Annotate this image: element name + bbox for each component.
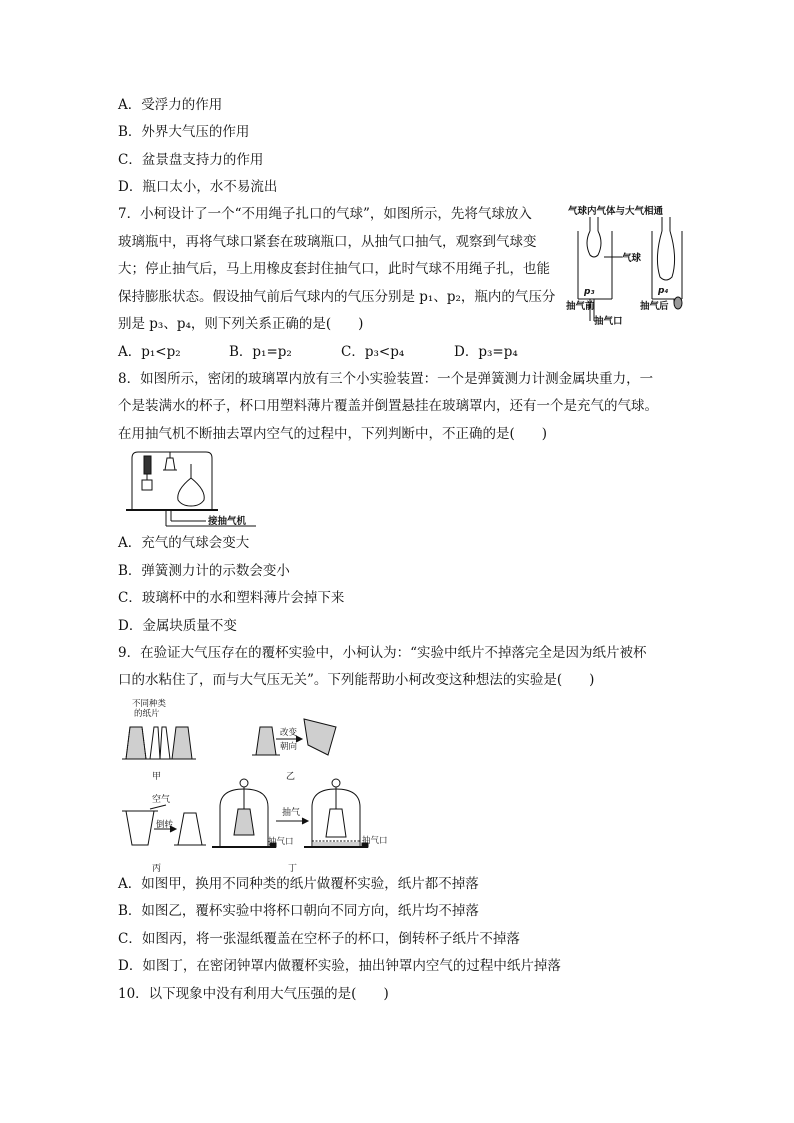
q10-stem: 10．以下现象中没有利用大气压强的是( ) (118, 986, 389, 1002)
q7-option-d: D．p₃=p₄ (454, 344, 518, 360)
q9-fig-jia-label: 甲 (152, 772, 162, 782)
q7-option-a: A．p₁<p₂ (118, 344, 181, 360)
q8-option-a: A．充气的气球会变大 (118, 535, 250, 551)
q9-fig-jia-caption-2: 的纸片 (134, 709, 160, 719)
q9-cup-experiments-figure (112, 697, 412, 873)
q9-option-a: A．如图甲，换用不同种类的纸片做覆杯实验，纸片都不掉落 (118, 876, 479, 892)
q8-stem-line-1: 8．如图所示，密闭的玻璃罩内放有三个小实验装置：一个是弹簧测力计测金属块重力，一 (118, 371, 654, 387)
q7-stem-line-2: 玻璃瓶中，再将气球口紧套在玻璃瓶口，从抽气口抽气，观察到气球变 (118, 234, 537, 250)
q7-fig-outlet: 抽气口 (594, 316, 623, 327)
q9-fig-yi-arrow-2: 朝向 (280, 742, 298, 752)
q9-fig-ding-outlet-2: 抽气口 (362, 836, 388, 846)
q7-stem-line-5: 别是 p₃、p₄，则下列关系正确的是( ) (118, 316, 364, 332)
q9-fig-yi-arrow-1: 改变 (280, 728, 298, 738)
q9-option-d: D．如图丁，在密闭钟罩内做覆杯实验，抽出钟罩内空气的过程中纸片掉落 (118, 958, 561, 974)
q9-fig-bing-arrow: 倒转 (156, 820, 174, 830)
q7-stem-line-3: 大；停止抽气后，马上用橡皮套封住抽气口，此时气球不用绳子扎，也能 (118, 261, 550, 277)
q6-option-a: A．受浮力的作用 (118, 97, 223, 113)
q7-fig-p3: p₃ (584, 287, 595, 297)
q7-balloon-bottle-figure (564, 203, 692, 328)
q8-option-d: D．金属块质量不变 (118, 618, 237, 634)
q7-fig-top-label: 气球内气体与大气相通 (568, 206, 664, 217)
q9-stem-line-2: 口的水粘住了，而与大气压无关”。下列能帮助小柯改变这种想法的实验是( ) (118, 672, 595, 688)
q9-fig-bing-air: 空气 (152, 795, 171, 805)
q7-stem-line-4: 保持膨胀状态。假设抽气前后气球内的气压分别是 p₁、p₂，瓶内的气压分 (118, 289, 556, 305)
q7-option-c: C．p₃<p₄ (341, 344, 405, 360)
q8-stem-line-3: 在用抽气机不断抽去罩内空气的过程中，下列判断中，不正确的是( ) (118, 426, 548, 442)
q9-stem-line-1: 9．在验证大气压存在的覆杯实验中，小柯认为：“实验中纸片不掉落完全是因为纸片被杯 (118, 645, 647, 661)
q6-option-d: D．瓶口太小，水不易流出 (118, 179, 278, 195)
q7-fig-balloon-label: 气球 (622, 253, 642, 264)
q9-option-c: C．如图丙，将一张湿纸覆盖在空杯子的杯口，倒转杯子纸片不掉落 (118, 931, 520, 947)
q8-fig-pump-label: 接抽气机 (208, 516, 247, 527)
q9-fig-yi-label: 乙 (286, 772, 296, 782)
q6-option-b: B．外界大气压的作用 (118, 124, 250, 140)
q9-option-b: B．如图乙，覆杯实验中将杯口朝向不同方向，纸片均不掉落 (118, 903, 479, 919)
q8-option-b: B．弹簧测力计的示数会变小 (118, 563, 290, 579)
q9-fig-bing-label: 丙 (152, 864, 162, 873)
q9-fig-ding-outlet-1: 抽气口 (268, 837, 294, 847)
q8-stem-line-2: 个是装满水的杯子，杯口用塑料薄片覆盖并倒置悬挂在玻璃罩内，还有一个是充气的气球。 (118, 398, 658, 414)
q9-fig-ding-pump: 抽气 (282, 808, 301, 818)
q9-fig-ding-label: 丁 (288, 864, 298, 873)
q7-stem-line-1: 7．小柯设计了一个“不用绳子扎口的气球”，如图所示，先将气球放入 (118, 206, 532, 222)
q8-bell-jar-figure (126, 450, 266, 528)
q7-fig-p4: p₄ (658, 286, 669, 296)
q8-option-c: C．玻璃杯中的水和塑料薄片会掉下来 (118, 590, 345, 606)
q6-option-c: C．盆景盘支持力的作用 (118, 152, 264, 168)
q7-fig-after: 抽气后 (640, 301, 669, 312)
q7-option-b: B．p₁=p₂ (229, 344, 292, 360)
q9-fig-jia-caption-1: 不同种类 (132, 699, 167, 709)
q7-options (118, 342, 538, 362)
q7-fig-before: 抽气前 (566, 301, 595, 312)
